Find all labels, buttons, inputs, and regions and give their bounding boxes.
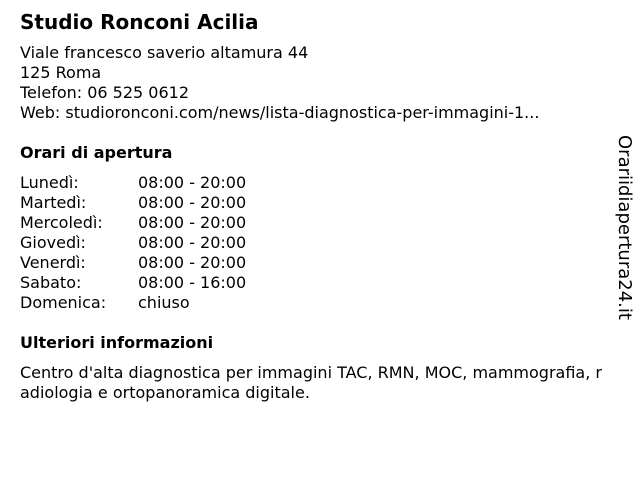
day-label: Domenica: xyxy=(20,293,107,312)
contact-block xyxy=(20,43,610,123)
day-hours: 08:00 - 20:00 xyxy=(138,253,247,272)
day-hours: chiuso xyxy=(138,293,190,312)
business-name: Studio Ronconi Acilia xyxy=(20,10,259,34)
day-label: Giovedì: xyxy=(20,233,86,252)
day-label: Sabato: xyxy=(20,273,82,292)
hours-row-saturday xyxy=(20,273,610,293)
phone-label: Telefon: xyxy=(20,83,83,102)
site-brand-watermark: Orariidiapertura24.it xyxy=(614,135,635,320)
street-address: Viale francesco saverio altamura 44 xyxy=(20,43,309,62)
web-line xyxy=(20,103,610,123)
day-hours: 08:00 - 20:00 xyxy=(138,213,247,232)
phone-number[interactable]: 06 525 0612 xyxy=(87,83,190,102)
day-hours: 08:00 - 16:00 xyxy=(138,273,247,292)
hours-row-friday xyxy=(20,253,610,273)
day-hours: 08:00 - 20:00 xyxy=(138,233,247,252)
hours-row-monday xyxy=(20,173,610,193)
further-info-text: Centro d'alta diagnostica per immagini TAC, RMN, MOC, mammografia, radiologia e ortopanoramica digitale. xyxy=(20,363,602,402)
hours-row-sunday xyxy=(20,293,610,313)
business-card xyxy=(20,10,610,403)
website-link[interactable]: studioronconi.com/news/lista-diagnostica-per-immagini-1... xyxy=(65,103,540,122)
city-address: 125 Roma xyxy=(20,63,102,82)
opening-hours-heading: Orari di apertura xyxy=(20,143,173,162)
day-label: Venerdì: xyxy=(20,253,86,272)
hours-row-wednesday xyxy=(20,213,610,233)
day-hours: 08:00 - 20:00 xyxy=(138,173,247,192)
hours-row-thursday xyxy=(20,233,610,253)
further-info-heading: Ulteriori informazioni xyxy=(20,333,214,352)
day-hours: 08:00 - 20:00 xyxy=(138,193,247,212)
opening-hours-table xyxy=(20,173,610,313)
phone-line xyxy=(20,83,610,103)
hours-row-tuesday xyxy=(20,193,610,213)
day-label: Martedì: xyxy=(20,193,87,212)
day-label: Mercoledì: xyxy=(20,213,103,232)
web-label: Web: xyxy=(20,103,61,122)
day-label: Lunedì: xyxy=(20,173,79,192)
